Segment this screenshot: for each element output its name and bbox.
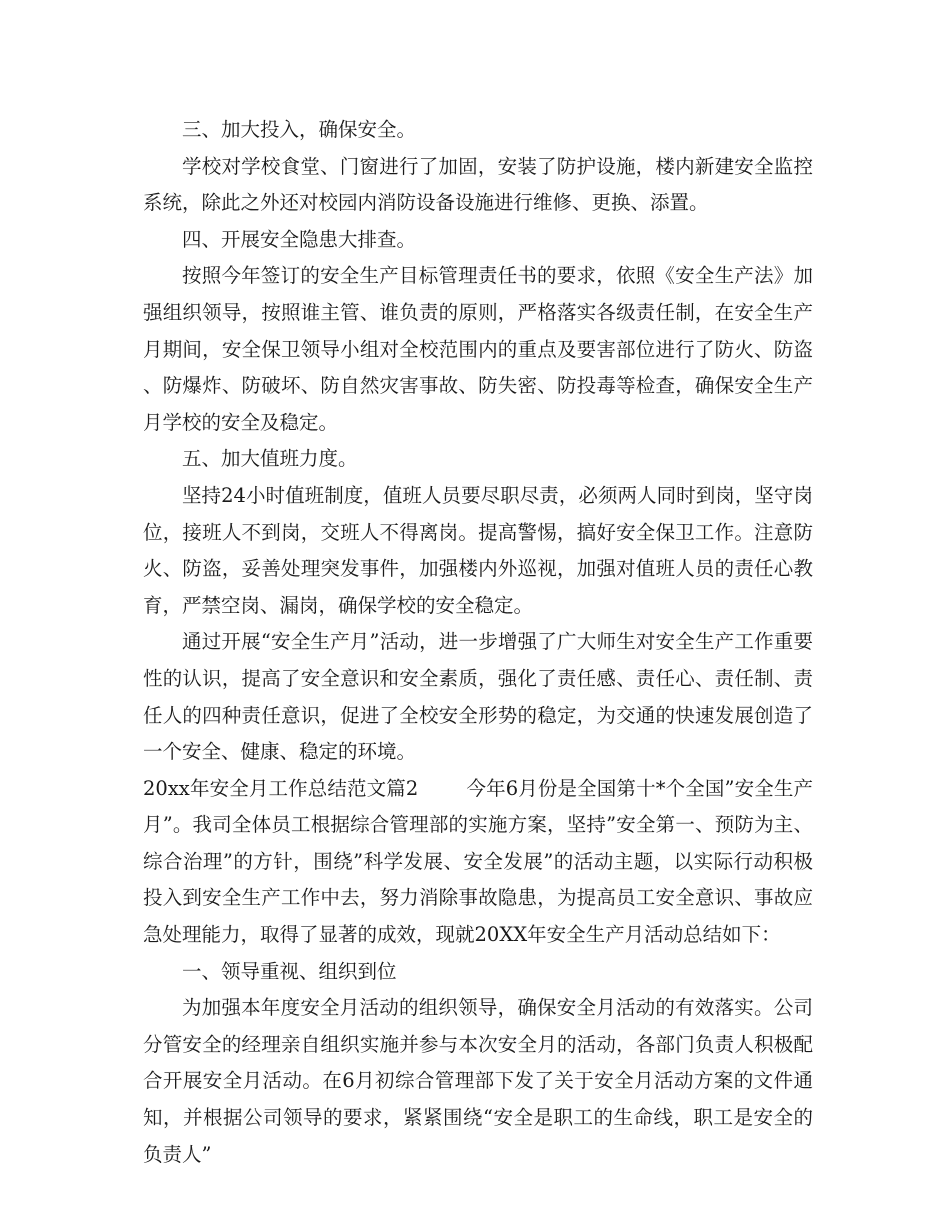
body-paragraph: 按照今年签订的安全生产目标管理责任书的要求，依照《安全生产法》加强组织领导，按照谁主管、谁负责的原则，严格落实各级责任制，在安全生产月期间，安全保卫领导小组对全校范围内的重点及要害部位进行了防火、防盗、防爆炸、防破坏、防自然灾害事故、防失密、防投毒等检查，确保安全生产月学校的安全及稳定。 [143,264,813,434]
summary-paragraph: 通过开展“安全生产月”活动，进一步增强了广大师生对安全生产工作重要性的认识，提高了安全意识和安全素质，强化了责任感、责任心、责任制、责任人的四种责任意识，促进了全校安全形势的稳定，为交通的快速发展创造了一个安全、健康、稳定的环境。 [143,630,813,764]
article-2-title: 20xx年安全月工作总结范文篇2 [143,776,419,800]
document-body [143,112,813,1173]
body-paragraph: 学校对学校食堂、门窗进行了加固，安装了防护设施，楼内新建安全监控系统，除此之外还对校园内消防设备设施进行维修、更换、添置。 [143,154,813,215]
article-2-lead: 今年6月份是全国第十*个全国”安全生产月”。我司全体员工根据综合管理部的实施方案，坚持”安全第一、预防为主、综合治理”的方针，围绕”科学发展、安全发展”的活动主题，以实际行动积极投入到安全生产工作中去，努力消除事故隐患，为提高员工安全意识、事故应急处理能力，取得了显著的成效，现就20XX年安全生产月活动总结如下： [143,776,813,947]
section-heading-4: 四、开展安全隐患大排查。 [182,227,417,251]
section-heading-5: 五、加大值班力度。 [182,447,358,471]
article-2-intro [143,771,813,954]
section-heading-1: 一、领导重视、组织到位 [182,959,397,983]
body-paragraph: 为加强本年度安全月活动的组织领导，确保安全月活动的有效落实。公司分管安全的经理亲自组织实施并参与本次安全月的活动，各部门负责人积极配合开展安全月活动。在6月初综合管理部下发了关于安全月活动方案的文件通知，并根据公司领导的要求，紧紧围绕“安全是职工的生命线，职工是安全的负责人” [143,996,813,1166]
section-heading-3: 三、加大投入，确保安全。 [182,118,417,141]
body-paragraph: 坚持24小时值班制度，值班人员要尽职尽责，必须两人同时到岗，坚守岗位，接班人不到岗，交班人不得离岗。提高警惕，搞好安全保卫工作。注意防火、防盗，妥善处理突发事件，加强楼内外巡视，加强对值班人员的责任心教育，严禁空岗、漏岗，确保学校的安全稳定。 [143,483,813,617]
